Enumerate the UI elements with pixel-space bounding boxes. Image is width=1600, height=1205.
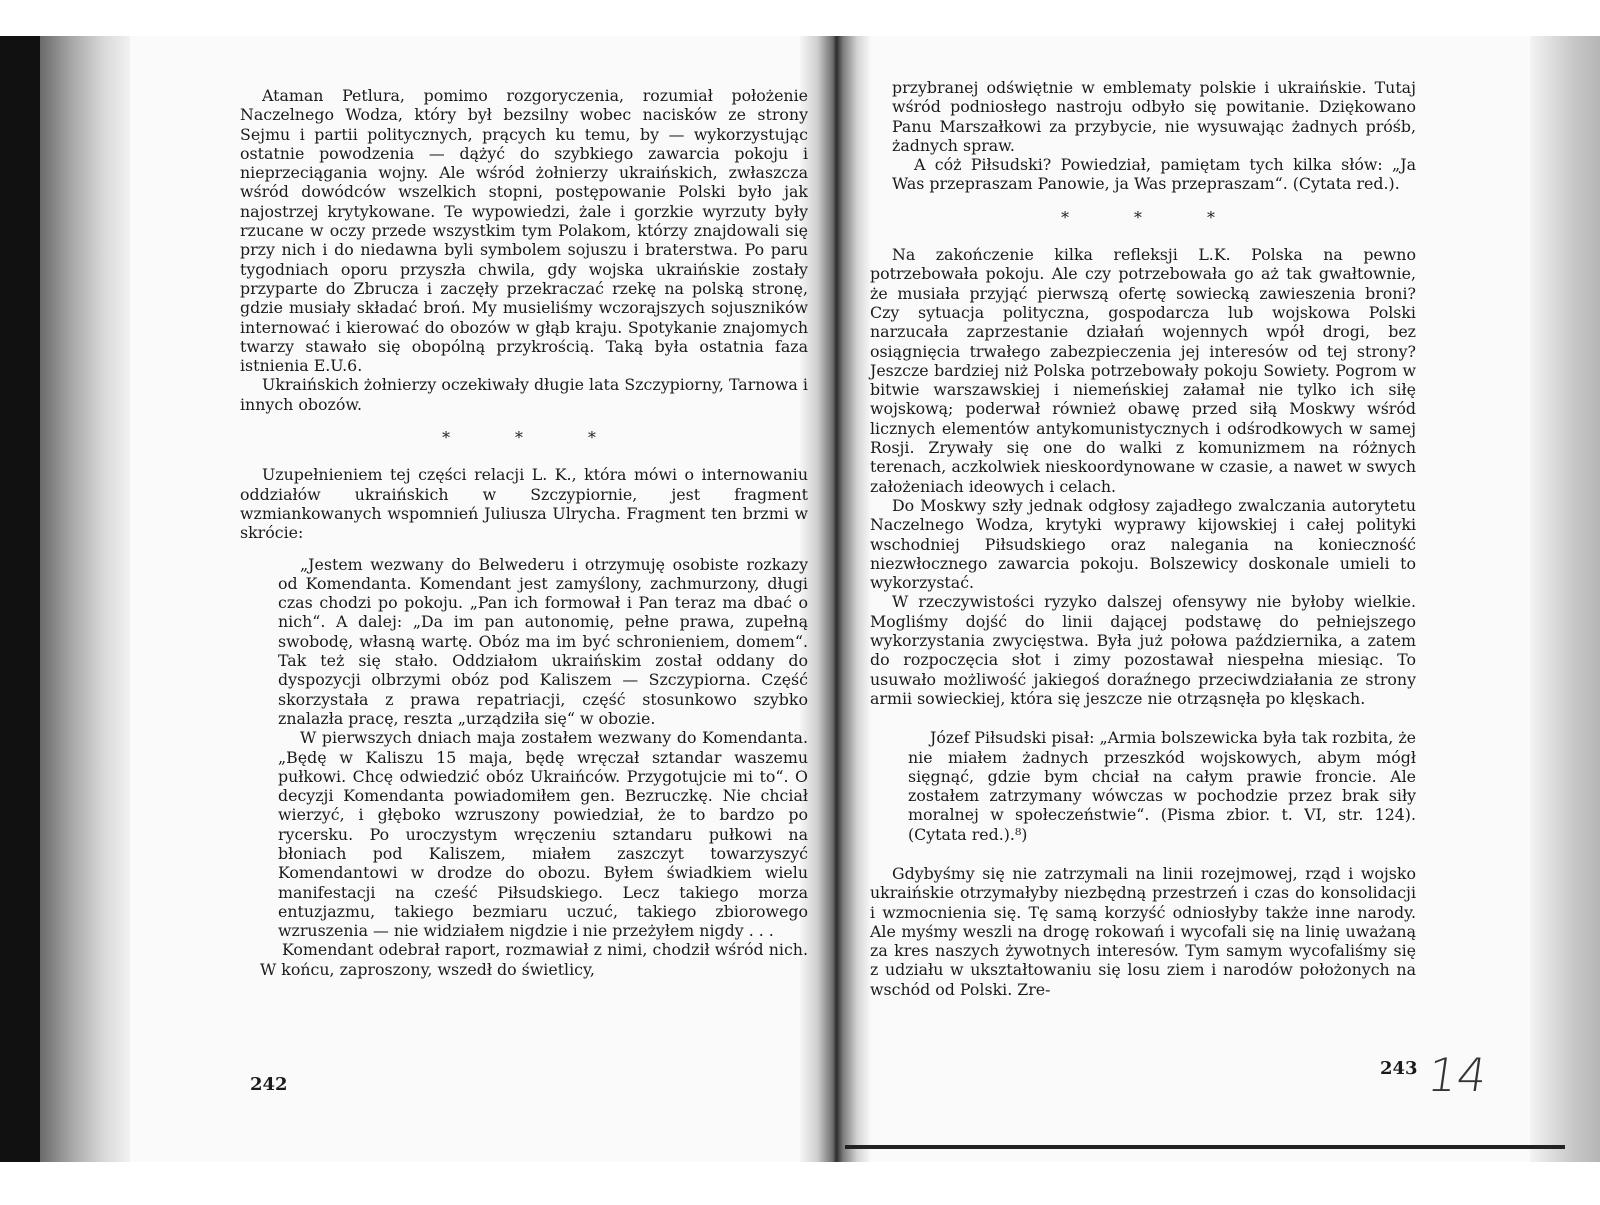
section-separator: * * * [1061, 207, 1245, 227]
paragraph: Na zakończenie kilka refleksji L.K. Polska na pewno potrzebowała pokoju. Ale czy potrzebowała go aż tak gwałtownie, że musiała przyjąć pierwszą ofertę sowiecką zawieszenia broni? Czy sytuacja polityczna, gospodarcza lub wojskowa Polski narzucała zaprzestanie działań wojennych wpół drogi, bez osiągnięcia trwałego zabezpieczenia jej interesów od tej strony? Jeszcze bardziej niż Polska potrzebowały pokoju Sowiety. Pogrom w bitwie warszawskiej i niemeńskiej załamał nie tylko ich siłę wojskową; poderwał również obawę przed siłą Moskwy wśród licznych elementów antykomunistycznych i odśrodkowych w samej Rosji. Zrywały się one do walki z komunizmem na różnych terenach, aczkolwiek nieskoordynowane w czasie, a nawet w swych założeniach ideowych i celach. [870, 245, 1416, 496]
page-number-right: 243 [1380, 1058, 1418, 1079]
book-spine-shadow [800, 36, 870, 1162]
scan-bottom-margin [0, 1162, 1600, 1205]
paragraph: Ataman Petlura, pomimo rozgoryczenia, rozumiał położenie Naczelnego Wodza, który był bezsilny wobec nacisków ze strony Sejmu i partii politycznych, prących ku temu, by — wykorzystując ostatnie powodzenia — dążyć do szybkiego zawarcia pokoju i nieprzeciągania wojny. Ale wśród żołnierzy ukraińskich, zwłaszcza wśród dowódców wszelkich stopni, postępowanie Polski było jak najostrzej krytykowane. Te wypowiedzi, żale i gorzkie wyrzuty były rzucane w oczy przede wszystkim tym Polakom, którzy znajdowali się przy nich i do niedawna byli symbolem sojuszu i braterstwa. Po paru tygodniach oporu przyszła chwila, gdy wojska ukraińskie zostały przyparte do Zbrucza i zaczęły przekraczać rzekę na polską stronę, gdzie musiały składać broń. My musieliśmy wczorajszych sojuszników internować i kierować do obozów w głąb kraju. Spotykanie znajomych twarzy stawało się obopólną przykrością. Taką była ostatnia faza istnienia E.U.6. [240, 86, 808, 376]
quote-paragraph: W pierwszych dniach maja zostałem wezwany do Komendanta. „Będę w Kaliszu 15 maja, będę wręczał sztandar waszemu pułkowi. Chcę odwiedzić obóz Ukraińców. Przygotujcie mi to“. O decyzji Komendanta powiadomiłem gen. Bezruczkę. Nie chciał wierzyć, i głęboko wzruszony powiedział, że to bardzo po rycersku. Po uroczystym wręczeniu sztandaru pułkowi na błoniach pod Kaliszem, miałem zaszczyt towarzyszyć Komendantowi w drodze do obozu. Byłem świadkiem wielu manifestacji na cześć Piłsudskiego. Lecz takiego morza entuzjazmu, takiego bezmiaru uczuć, takiego zbiorowego wzruszenia — nie widziałem nigdzie i nie przeżyłem nigdy . . . [278, 728, 808, 941]
paragraph: Komendant odebrał raport, rozmawiał z nimi, chodził wśród nich. W końcu, zaproszony, wszedł do świetlicy, [260, 940, 808, 979]
quote-paragraph: A cóż Piłsudski? Powiedział, pamiętam tych kilka słów: „Ja Was przepraszam Panowie, ja Was przepraszam“. (Cytata red.). [892, 155, 1416, 194]
quote-paragraph: Józef Piłsudski pisał: „Armia bolszewicka była tak rozbita, że nie miałem żadnych przeszkód wojskowych, abym mógł sięgnąć, gdzie bym chciał na całym prawie froncie. Ale zostałem zatrzymany wówczas w pochodzie przez brak siły moralnej w społeczeństwie“. (Pisma zbior. t. VI, str. 124). (Cytata red.).⁸) [908, 728, 1416, 844]
right-page [870, 78, 1416, 999]
scan-bottom-edge-line [845, 1145, 1565, 1149]
page-number-left: 242 [250, 1074, 288, 1095]
scan-dark-edge [0, 36, 40, 1162]
handwritten-page-note: 14 [1424, 1048, 1491, 1102]
scan-right-shadow [1530, 36, 1600, 1162]
left-page [240, 86, 808, 979]
paragraph: Gdybyśmy się nie zatrzymali na linii rozejmowej, rząd i wojsko ukraińskie otrzymałyby niezbędną przestrzeń i czas do konsolidacji i wzmocnienia się. Tę samą korzyść odniosłyby także inne narody. Ale myśmy weszli na drogę rokowań i wycofali się na linię uważaną za kres naszych żywotnych interesów. Tym samym wycofaliśmy się z udziału w ukształtowaniu się losu ziem i narodów położonych na wschód od Polski. Zre- [870, 863, 1416, 999]
paragraph: Uzupełnieniem tej części relacji L. K., która mówi o internowaniu oddziałów ukraińskich w Szczypiornie, jest fragment wzmiankowanych wspomnień Juliusza Ulrycha. Fragment ten brzmi w skrócie: [240, 465, 808, 543]
paragraph: W rzeczywistości ryzyko dalszej ofensywy nie byłoby wielkie. Mogliśmy dojść do linii dającej podstawę do pełniejszego wykorzystania zwycięstwa. Była już połowa października, a zatem do rozpoczęcia słot i zimy pozostawał niespełna miesiąc. To usuwało możliwość jakiegoś doraźnego przeciwdziałania ze strony armii sowieckiej, która się jeszcze nie otrząsnęła po klęskach. [870, 592, 1416, 708]
scan-top-margin [0, 0, 1600, 36]
scan-shadow-edge [40, 36, 130, 1162]
section-separator: * * * [442, 428, 626, 448]
quote-paragraph: „Jestem wezwany do Belwederu i otrzymuję osobiste rozkazy od Komendanta. Komendant jest zamyślony, zachmurzony, długi czas chodzi po pokoju. „Pan ich formował i Pan teraz ma dbać o nich“. A dalej: „Da im pan autonomię, pełne prawa, zupełną swobodę, własną wartę. Obóz ma im być schronieniem, domem“. Tak też się stało. Oddziałom ukraińskim został oddany do dyspozycji olbrzymi obóz pod Kaliszem — Szczypiorna. Część skorzystała z prawa repatriacji, część stosunkowo szybko znalazła pracę, reszta „urządziła się“ w obozie. [278, 554, 808, 728]
paragraph: Ukraińskich żołnierzy oczekiwały długie lata Szczypiorny, Tarnowa i innych obozów. [240, 375, 808, 414]
quote-paragraph: przybranej odświętnie w emblematy polskie i ukraińskie. Tutaj wśród podniosłego nastroju odbyło się powitanie. Dziękowano Panu Marszałkowi za przybycie, nie wysuwając żadnych próśb, żadnych spraw. [892, 78, 1416, 155]
paragraph: Do Moskwy szły jednak odgłosy zajadłego zwalczania autorytetu Naczelnego Wodza, krytyki wyprawy kijowskiej i całej polityki wschodniej Piłsudskiego oraz nalegania na konieczność niezwłocznego zawarcia pokoju. Bolszewicy doskonale umieli to wykorzystać. [870, 495, 1416, 593]
